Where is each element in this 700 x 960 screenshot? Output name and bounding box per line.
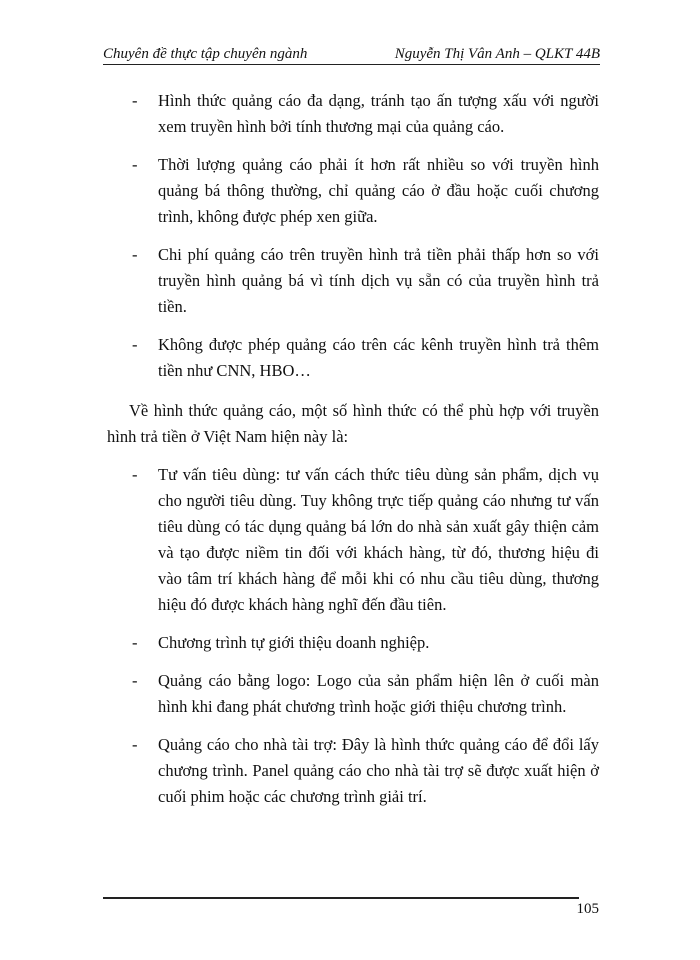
list-item-text: Không được phép quảng cáo trên các kênh truyền hình trả thêm tiền như CNN, HBO… [158,335,599,380]
bullet-dash: - [132,735,138,754]
list-item-text: Chi phí quảng cáo trên truyền hình trả tiền phải thấp hơn so với truyền hình quảng bá vì tính dịch vụ sẵn có của truyền hình trả tiền. [158,245,599,316]
list-item [123,332,599,384]
list-item [123,732,599,810]
header-right-author: Nguyễn Thị Vân Anh – QLKT 44B [394,46,600,62]
header-left-title: Chuyên đề thực tập chuyên ngành [103,46,308,62]
page-number: 105 [576,901,599,917]
list-item-text: Quảng cáo bằng logo: Logo của sản phẩm hiện lên ở cuối màn hình khi đang phát chương trình hoặc giới thiệu chương trình. [158,671,599,716]
bullet-dash: - [132,633,138,652]
list-item-text: Chương trình tự giới thiệu doanh nghiệp. [158,633,430,652]
page-body [107,88,599,810]
bullet-dash: - [132,245,138,264]
list-item [123,88,599,140]
bullet-dash: - [132,155,138,174]
list-item-text: Quảng cáo cho nhà tài trợ: Đây là hình thức quảng cáo để đổi lấy chương trình. Panel quảng cáo cho nhà tài trợ sẽ được xuất hiện ở cuối phim hoặc các chương trình giải trí. [158,735,599,806]
body-paragraph: Về hình thức quảng cáo, một số hình thức có thể phù hợp với truyền hình trả tiền ở Việt Nam hiện này là: [107,401,599,446]
footer-rule [103,897,579,899]
page-header [103,44,600,65]
bullet-dash: - [132,91,138,110]
list-item [123,668,599,720]
bullet-dash: - [132,465,138,484]
list-item [123,152,599,230]
list-item [123,462,599,618]
bullet-dash: - [132,671,138,690]
list-item-text: Tư vấn tiêu dùng: tư vấn cách thức tiêu dùng sản phẩm, dịch vụ cho người tiêu dùng. Tuy không trực tiếp quảng cáo nhưng tư vấn tiêu dùng có tác dụng quảng bá lớn do nhà sản xuất gây thiện cảm và tạo được niềm tin đối với khách hàng, từ đó, thương hiệu đi vào tâm trí khách hàng để mỗi khi có nhu cầu tiêu dùng, thương hiệu đó được khách hàng nghĩ đến đầu tiên. [158,465,599,614]
bullet-dash: - [132,335,138,354]
list-item [123,630,599,656]
list-item [123,242,599,320]
list-item-text: Hình thức quảng cáo đa dạng, tránh tạo ấn tượng xấu với người xem truyền hình bởi tính thương mại của quảng cáo. [158,91,599,136]
list-item-text: Thời lượng quảng cáo phải ít hơn rất nhiều so với truyền hình quảng bá thông thường, chỉ quảng cáo ở đầu hoặc cuối chương trình, không được phép xen giữa. [158,155,599,226]
